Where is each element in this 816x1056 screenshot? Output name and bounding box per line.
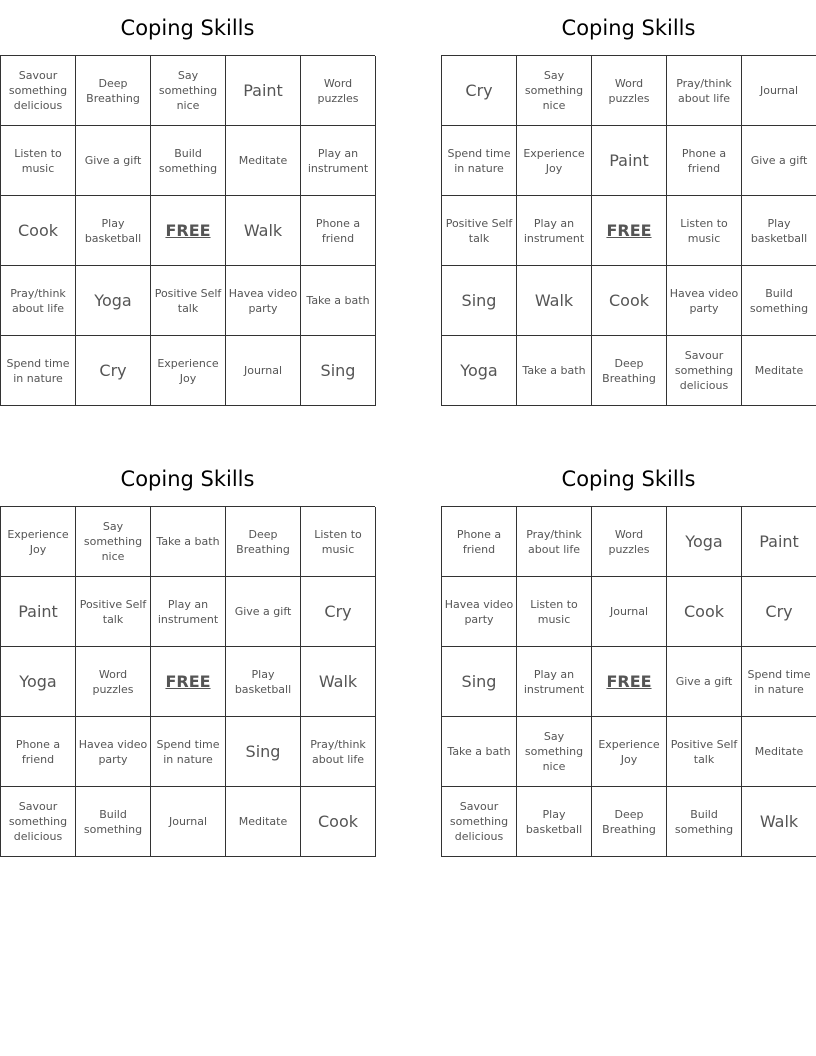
bingo-cell: Meditate [742, 717, 816, 787]
card-title: Coping Skills [120, 466, 255, 491]
bingo-cell: Sing [442, 647, 517, 717]
bingo-cell: Say something nice [76, 507, 151, 577]
bingo-cell: Positive Self talk [76, 577, 151, 647]
bingo-cell: Listen to music [517, 577, 592, 647]
bingo-cell: Deep Breathing [592, 787, 667, 857]
bingo-cell: Meditate [742, 336, 816, 406]
bingo-cell: Cry [76, 336, 151, 406]
bingo-cell: Paint [226, 56, 301, 126]
bingo-cell: Paint [592, 126, 667, 196]
bingo-cell: Word puzzles [592, 56, 667, 126]
card-title: Coping Skills [561, 466, 696, 491]
bingo-cell: Positive Self talk [442, 196, 517, 266]
bingo-grid [0, 55, 375, 406]
bingo-cell: Walk [301, 647, 376, 717]
free-space-cell: FREE [151, 647, 226, 717]
bingo-cell: Savour something delicious [1, 56, 76, 126]
free-space-cell: FREE [592, 647, 667, 717]
bingo-cell: Word puzzles [76, 647, 151, 717]
bingo-card-1 [0, 0, 375, 406]
bingo-cell: Cook [1, 196, 76, 266]
bingo-grid [441, 506, 816, 857]
bingo-cell: Sing [442, 266, 517, 336]
bingo-cell: Play an instrument [301, 126, 376, 196]
bingo-cell: Meditate [226, 787, 301, 857]
bingo-cell: Experience Joy [592, 717, 667, 787]
bingo-cell: Word puzzles [592, 507, 667, 577]
bingo-cell: Pray/think about life [667, 56, 742, 126]
bingo-cell: Take a bath [517, 336, 592, 406]
bingo-cell: Give a gift [667, 647, 742, 717]
bingo-cell: Walk [517, 266, 592, 336]
bingo-cell: Give a gift [226, 577, 301, 647]
bingo-cell: Savour something delicious [667, 336, 742, 406]
bingo-cell: Savour something delicious [442, 787, 517, 857]
bingo-cell: Journal [592, 577, 667, 647]
bingo-cell: Sing [301, 336, 376, 406]
card-title: Coping Skills [561, 15, 696, 40]
bingo-cell: Listen to music [1, 126, 76, 196]
bingo-cell: Journal [226, 336, 301, 406]
bingo-cell: Play an instrument [517, 647, 592, 717]
bingo-cell: Experience Joy [1, 507, 76, 577]
bingo-cell: Deep Breathing [226, 507, 301, 577]
bingo-cell: Listen to music [667, 196, 742, 266]
bingo-cell: Say something nice [517, 56, 592, 126]
bingo-cell: Phone a friend [1, 717, 76, 787]
bingo-cell: Yoga [76, 266, 151, 336]
bingo-cell: Listen to music [301, 507, 376, 577]
bingo-cell: Give a gift [742, 126, 816, 196]
bingo-card-3 [0, 451, 375, 857]
bingo-cell: Play basketball [517, 787, 592, 857]
bingo-cell: Take a bath [442, 717, 517, 787]
bingo-cell: Yoga [442, 336, 517, 406]
bingo-cell: Spend time in nature [442, 126, 517, 196]
free-space-cell: FREE [151, 196, 226, 266]
bingo-cell: Experience Joy [151, 336, 226, 406]
bingo-cell: Havea video party [226, 266, 301, 336]
bingo-cell: Play an instrument [517, 196, 592, 266]
bingo-cell: Journal [151, 787, 226, 857]
bingo-cell: Play basketball [76, 196, 151, 266]
bingo-cell: Build something [151, 126, 226, 196]
free-space-cell: FREE [592, 196, 667, 266]
bingo-grid [0, 506, 375, 857]
bingo-cell: Phone a friend [301, 196, 376, 266]
bingo-cell: Experience Joy [517, 126, 592, 196]
bingo-cell: Build something [667, 787, 742, 857]
bingo-cell: Spend time in nature [742, 647, 816, 717]
bingo-cell: Word puzzles [301, 56, 376, 126]
bingo-cell: Yoga [667, 507, 742, 577]
bingo-cell: Phone a friend [442, 507, 517, 577]
bingo-cell: Play basketball [226, 647, 301, 717]
bingo-cell: Havea video party [667, 266, 742, 336]
bingo-cell: Paint [1, 577, 76, 647]
bingo-cell: Cry [442, 56, 517, 126]
bingo-cell: Walk [226, 196, 301, 266]
bingo-card-4 [441, 451, 816, 857]
bingo-cell: Journal [742, 56, 816, 126]
bingo-cell: Play an instrument [151, 577, 226, 647]
bingo-cell: Yoga [1, 647, 76, 717]
bingo-cell: Spend time in nature [151, 717, 226, 787]
bingo-cell: Give a gift [76, 126, 151, 196]
bingo-cell: Savour something delicious [1, 787, 76, 857]
bingo-cell: Meditate [226, 126, 301, 196]
bingo-cell: Sing [226, 717, 301, 787]
bingo-cell: Take a bath [151, 507, 226, 577]
bingo-cell: Pray/think about life [517, 507, 592, 577]
bingo-cell: Paint [742, 507, 816, 577]
bingo-cell: Positive Self talk [151, 266, 226, 336]
bingo-cell: Phone a friend [667, 126, 742, 196]
bingo-cell: Positive Self talk [667, 717, 742, 787]
bingo-cell: Say something nice [517, 717, 592, 787]
bingo-cell: Cook [301, 787, 376, 857]
bingo-cell: Cook [592, 266, 667, 336]
bingo-cell: Havea video party [76, 717, 151, 787]
bingo-card-2 [441, 0, 816, 406]
bingo-cell: Take a bath [301, 266, 376, 336]
bingo-cell: Say something nice [151, 56, 226, 126]
bingo-cell: Walk [742, 787, 816, 857]
bingo-cell: Pray/think about life [1, 266, 76, 336]
bingo-cell: Deep Breathing [76, 56, 151, 126]
bingo-cell: Havea video party [442, 577, 517, 647]
bingo-cell: Cry [742, 577, 816, 647]
bingo-cell: Play basketball [742, 196, 816, 266]
bingo-cell: Cook [667, 577, 742, 647]
bingo-cell: Cry [301, 577, 376, 647]
bingo-cell: Build something [742, 266, 816, 336]
bingo-cell: Spend time in nature [1, 336, 76, 406]
bingo-cell: Build something [76, 787, 151, 857]
bingo-cell: Deep Breathing [592, 336, 667, 406]
bingo-grid [441, 55, 816, 406]
bingo-cell: Pray/think about life [301, 717, 376, 787]
card-title: Coping Skills [120, 15, 255, 40]
